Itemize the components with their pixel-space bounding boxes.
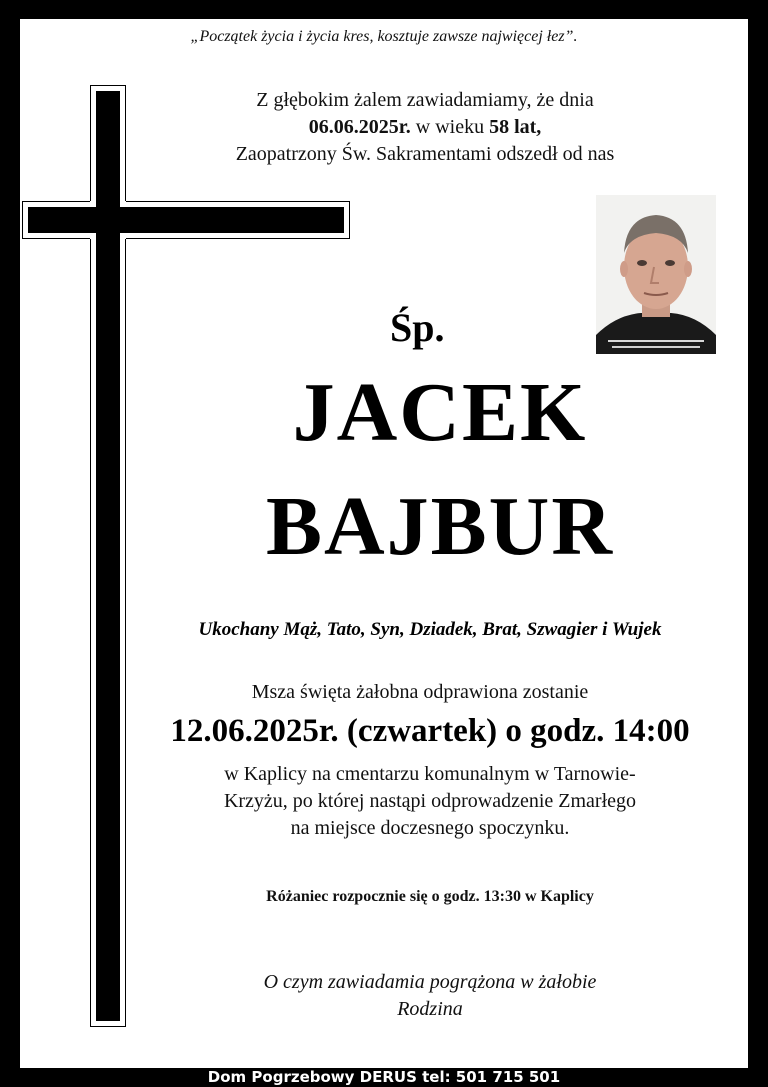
last-name: BAJBUR <box>265 480 615 573</box>
mass-place-line-3: na miejsce doczesnego spoczynku. <box>290 817 570 839</box>
rosary-info: Różaniec rozpocznie się o godz. 13:30 w Kaplicy <box>266 888 594 905</box>
age-prefix: w wieku <box>410 116 490 138</box>
announcement-line-2 <box>170 114 680 141</box>
mass-place-line-2: Krzyżu, po której nastąpi odprowadzenie Zmarłego <box>223 790 637 812</box>
obituary-page <box>20 19 748 1068</box>
cross-horizontal-bar <box>28 207 344 233</box>
closing-line-1: O czym zawiadamia pogrążona w żałobie <box>263 971 597 993</box>
mass-place-line-1: w Kaplicy na cmentarzu komunalnym w Tarnowie- <box>224 763 636 785</box>
mass-datetime: 12.06.2025r. (czwartek) o godz. 14:00 <box>170 713 690 749</box>
funeral-home-footer: Dom Pogrzebowy DERUS tel: 501 715 501 <box>207 1068 561 1086</box>
family-roles: Ukochany Mąż, Tato, Syn, Dziadek, Brat, Szwagier i Wujek <box>198 619 662 640</box>
honorific: Śp. <box>390 305 445 350</box>
announcement-line-1: Z głębokim żalem zawiadamiamy, że dnia <box>256 89 594 111</box>
closing-line-2: Rodzina <box>397 998 463 1020</box>
mass-intro: Msza święta żałobna odprawiona zostanie <box>251 681 589 703</box>
announcement-text <box>170 87 680 168</box>
deceased-photo <box>596 195 716 354</box>
first-name: JACEK <box>292 366 588 459</box>
age: 58 lat, <box>489 116 542 138</box>
death-date: 06.06.2025r. <box>308 116 411 138</box>
motto-quote: „Początek życia i życia kres, kosztuje zawsze najwięcej łez”. <box>190 28 578 45</box>
closing-text <box>170 969 690 1023</box>
announcement-line-3: Zaopatrzony Św. Sakramentami odszedł od nas <box>235 143 615 165</box>
portrait-image <box>596 195 716 354</box>
mass-place <box>170 761 690 842</box>
